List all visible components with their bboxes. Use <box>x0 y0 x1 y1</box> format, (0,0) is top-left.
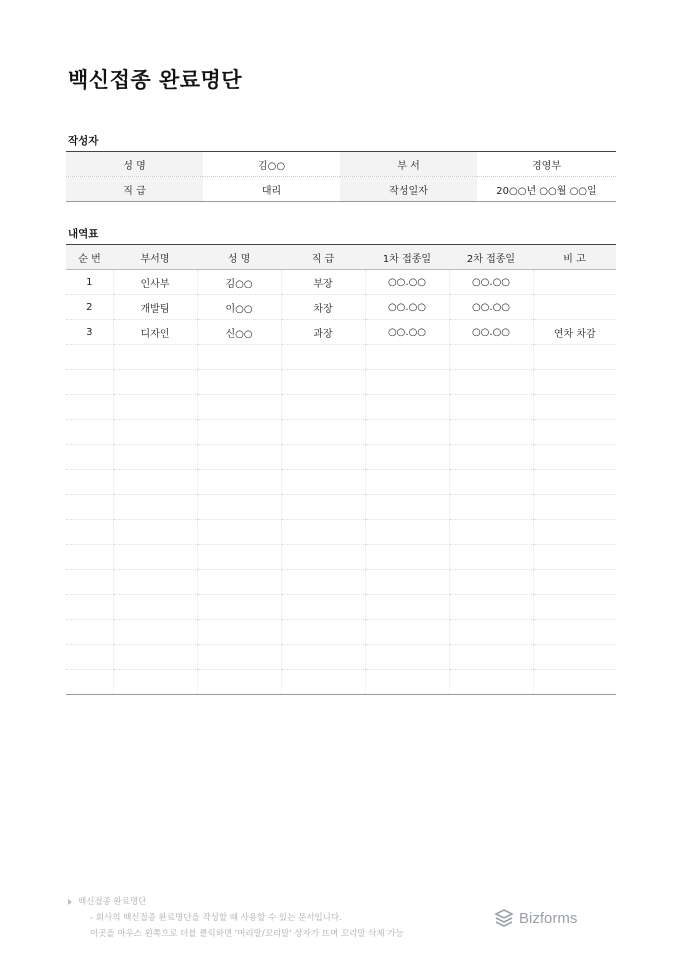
table-row <box>66 670 616 695</box>
table-cell[interactable]: 과장 <box>281 320 365 345</box>
table-cell[interactable] <box>113 470 197 495</box>
author-info-table <box>66 151 616 202</box>
table-cell[interactable] <box>113 370 197 395</box>
table-cell[interactable] <box>449 445 533 470</box>
table-cell[interactable] <box>281 670 365 695</box>
info-value[interactable]: 경영부 <box>477 152 616 177</box>
list-section-label: 내역표 <box>68 228 99 240</box>
table-cell[interactable] <box>113 495 197 520</box>
table-cell[interactable] <box>197 345 281 370</box>
table-cell[interactable]: 신○○ <box>197 320 281 345</box>
table-cell[interactable] <box>281 345 365 370</box>
table-cell[interactable] <box>365 595 449 620</box>
table-cell[interactable] <box>449 495 533 520</box>
table-row <box>66 645 616 670</box>
table-cell[interactable]: 차장 <box>281 295 365 320</box>
table-cell[interactable]: 2 <box>66 295 113 320</box>
table-cell[interactable] <box>281 595 365 620</box>
table-cell[interactable] <box>449 395 533 420</box>
header-cell: 2차 접종일 <box>449 245 533 270</box>
info-label: 부 서 <box>340 152 477 177</box>
table-row <box>66 495 616 520</box>
info-label: 성 명 <box>66 152 203 177</box>
table-cell[interactable] <box>66 570 113 595</box>
table-cell[interactable] <box>449 545 533 570</box>
table-cell[interactable] <box>533 520 616 545</box>
table-cell[interactable] <box>533 395 616 420</box>
table-cell[interactable] <box>197 370 281 395</box>
vaccination-list-table <box>66 244 616 695</box>
table-cell[interactable] <box>281 420 365 445</box>
table-cell[interactable] <box>365 645 449 670</box>
table-cell[interactable] <box>66 620 113 645</box>
footer-heading: 백신접종 완료명단 <box>78 897 147 907</box>
table-cell[interactable] <box>533 495 616 520</box>
bizforms-logo <box>494 908 577 928</box>
table-cell[interactable] <box>197 520 281 545</box>
table-cell[interactable] <box>449 570 533 595</box>
table-cell[interactable] <box>281 545 365 570</box>
table-cell[interactable] <box>533 270 616 295</box>
table-cell[interactable] <box>281 645 365 670</box>
table-cell[interactable] <box>365 670 449 695</box>
info-value[interactable]: 20○○년 ○○월 ○○일 <box>496 185 597 197</box>
table-cell[interactable] <box>197 395 281 420</box>
table-cell[interactable] <box>533 445 616 470</box>
table-cell[interactable] <box>281 370 365 395</box>
table-row <box>66 470 616 495</box>
table-cell[interactable] <box>281 470 365 495</box>
table-cell[interactable] <box>281 395 365 420</box>
table-cell[interactable] <box>365 545 449 570</box>
table-row <box>66 395 616 420</box>
table-cell[interactable] <box>365 495 449 520</box>
table-cell[interactable]: 인사부 <box>113 270 197 295</box>
table-row <box>66 595 616 620</box>
table-cell[interactable] <box>365 345 449 370</box>
table-cell[interactable] <box>365 395 449 420</box>
table-cell[interactable] <box>66 545 113 570</box>
table-cell[interactable] <box>533 620 616 645</box>
header-cell: 순 번 <box>66 245 113 270</box>
table-cell[interactable] <box>533 570 616 595</box>
table-row <box>66 420 616 445</box>
table-cell[interactable] <box>449 520 533 545</box>
table-row <box>66 520 616 545</box>
logo-text: Bizforms <box>519 909 578 927</box>
table-cell[interactable] <box>66 670 113 695</box>
triangle-bullet-icon <box>68 899 72 905</box>
author-section-label: 작성자 <box>68 135 99 147</box>
table-cell[interactable] <box>113 670 197 695</box>
table-cell[interactable] <box>197 570 281 595</box>
table-cell[interactable] <box>197 620 281 645</box>
table-cell[interactable] <box>281 570 365 595</box>
table-cell[interactable] <box>197 670 281 695</box>
table-cell[interactable] <box>533 345 616 370</box>
table-cell[interactable] <box>113 620 197 645</box>
stack-layers-icon <box>494 908 514 928</box>
table-header-row <box>66 245 616 270</box>
table-cell[interactable] <box>365 620 449 645</box>
table-cell[interactable] <box>533 545 616 570</box>
table-row <box>66 295 616 320</box>
table-cell[interactable]: ○○.○○ <box>365 295 449 320</box>
table-cell[interactable] <box>281 620 365 645</box>
table-cell[interactable] <box>113 445 197 470</box>
table-cell[interactable] <box>365 370 449 395</box>
table-row <box>66 570 616 595</box>
table-cell[interactable] <box>197 545 281 570</box>
table-cell[interactable] <box>281 445 365 470</box>
table-cell[interactable] <box>66 395 113 420</box>
table-cell[interactable] <box>533 470 616 495</box>
table-row <box>66 370 616 395</box>
table-cell[interactable]: 디자인 <box>113 320 197 345</box>
table-cell[interactable] <box>365 520 449 545</box>
table-cell[interactable]: ○○.○○ <box>449 320 533 345</box>
table-cell[interactable] <box>533 645 616 670</box>
table-cell[interactable]: 부장 <box>281 270 365 295</box>
table-cell[interactable]: ○○.○○ <box>449 270 533 295</box>
table-cell[interactable] <box>449 470 533 495</box>
table-cell[interactable]: ○○.○○ <box>365 270 449 295</box>
table-row <box>66 545 616 570</box>
table-cell[interactable] <box>197 420 281 445</box>
table-cell[interactable] <box>113 645 197 670</box>
table-cell[interactable] <box>113 395 197 420</box>
table-cell[interactable] <box>365 570 449 595</box>
info-row <box>66 152 616 177</box>
table-cell[interactable] <box>66 645 113 670</box>
header-cell: 성 명 <box>197 245 281 270</box>
table-cell[interactable]: ○○.○○ <box>449 295 533 320</box>
table-cell[interactable] <box>113 520 197 545</box>
table-cell[interactable] <box>449 420 533 445</box>
info-label: 직 급 <box>66 177 203 202</box>
table-cell[interactable] <box>66 595 113 620</box>
table-cell[interactable] <box>365 445 449 470</box>
table-cell[interactable] <box>66 520 113 545</box>
table-cell[interactable] <box>449 345 533 370</box>
table-cell[interactable]: 연차 차감 <box>533 320 616 345</box>
header-cell: 직 급 <box>281 245 365 270</box>
table-cell[interactable] <box>533 595 616 620</box>
table-cell[interactable] <box>113 545 197 570</box>
table-cell[interactable] <box>197 595 281 620</box>
table-cell[interactable] <box>533 370 616 395</box>
table-cell[interactable] <box>197 445 281 470</box>
table-row <box>66 620 616 645</box>
table-cell[interactable] <box>197 495 281 520</box>
footer-note[interactable] <box>68 894 404 942</box>
info-value[interactable]: 대리 <box>261 185 282 197</box>
table-cell[interactable] <box>66 495 113 520</box>
table-cell[interactable]: 이○○ <box>197 295 281 320</box>
table-cell[interactable] <box>449 670 533 695</box>
info-label: 작성일자 <box>340 177 477 202</box>
table-cell[interactable] <box>533 670 616 695</box>
table-cell[interactable] <box>449 595 533 620</box>
document-title: 백신접종 완료명단 <box>68 68 243 92</box>
table-cell[interactable] <box>365 420 449 445</box>
table-row <box>66 270 616 295</box>
table-cell[interactable] <box>113 345 197 370</box>
table-cell[interactable] <box>66 470 113 495</box>
header-cell: 1차 접종일 <box>365 245 449 270</box>
header-cell: 비 고 <box>533 245 616 270</box>
table-cell[interactable] <box>533 420 616 445</box>
table-row <box>66 345 616 370</box>
table-cell[interactable]: 김○○ <box>197 270 281 295</box>
footer-line: 이곳을 마우스 왼쪽으로 더블 클릭하면 '머리말/꼬리말' 상자가 뜨며 꼬리말 삭제 가능 <box>90 929 404 939</box>
table-cell[interactable] <box>197 645 281 670</box>
table-cell[interactable]: ○○.○○ <box>365 320 449 345</box>
table-cell[interactable] <box>113 570 197 595</box>
table-cell[interactable] <box>66 345 113 370</box>
table-cell[interactable]: 1 <box>66 270 113 295</box>
table-cell[interactable] <box>66 420 113 445</box>
table-row <box>66 320 616 345</box>
table-cell[interactable] <box>449 645 533 670</box>
table-cell[interactable] <box>197 470 281 495</box>
table-cell[interactable] <box>449 620 533 645</box>
table-cell[interactable] <box>281 520 365 545</box>
table-cell[interactable]: 3 <box>66 320 113 345</box>
table-cell[interactable] <box>66 445 113 470</box>
info-row <box>66 177 616 202</box>
table-cell[interactable] <box>113 420 197 445</box>
table-cell[interactable] <box>533 295 616 320</box>
table-cell[interactable] <box>66 370 113 395</box>
table-cell[interactable] <box>113 595 197 620</box>
header-cell: 부서명 <box>113 245 197 270</box>
table-row <box>66 445 616 470</box>
table-cell[interactable] <box>365 470 449 495</box>
info-value[interactable]: 김○○ <box>203 152 340 177</box>
table-cell[interactable]: 개발팀 <box>113 295 197 320</box>
table-cell[interactable] <box>281 495 365 520</box>
table-cell[interactable] <box>449 370 533 395</box>
footer-line: - 회사의 백신접종 완료명단을 작성할 때 사용할 수 있는 문서입니다. <box>90 913 342 923</box>
